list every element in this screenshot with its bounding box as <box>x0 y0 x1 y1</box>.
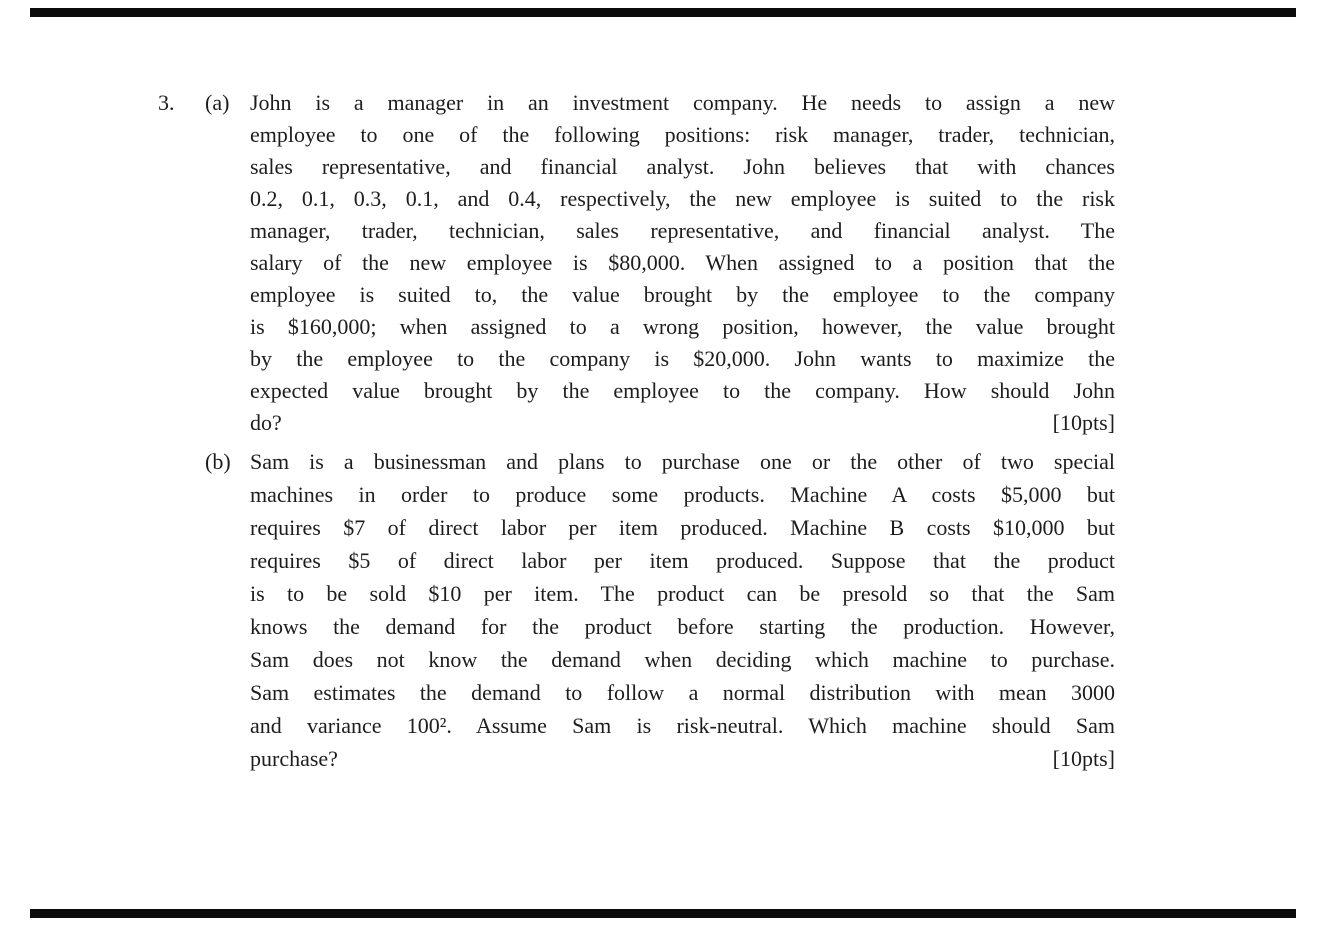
text-line: manager, trader, technician, sales representative, and financial analyst. The <box>250 218 1115 243</box>
part-a-last-line: do? <box>250 410 282 435</box>
problem-part-b <box>205 445 1115 775</box>
text-line: Sam estimates the demand to follow a normal distribution with mean 3000 <box>250 680 1115 705</box>
part-b-last-row <box>250 742 1115 775</box>
part-b-lines <box>250 445 1115 742</box>
problem-part-a <box>205 87 1115 439</box>
text-line: employee is suited to, the value brought by the employee to the company <box>250 282 1115 307</box>
text-line: knows the demand for the product before starting the production. However, <box>250 614 1115 639</box>
problem-body <box>205 87 1115 775</box>
part-b-points-badge: [10pts] <box>1052 746 1115 771</box>
text-line: machines in order to produce some products. Machine A costs $5,000 but <box>250 482 1115 507</box>
text-line: and variance 100². Assume Sam is risk-neutral. Which machine should Sam <box>250 713 1115 738</box>
part-b-last-line: purchase? <box>250 746 338 771</box>
text-line: expected value brought by the employee to the company. How should John <box>250 378 1115 403</box>
part-a-label: (a) <box>205 90 230 115</box>
part-a-last-row <box>250 407 1115 439</box>
text-line: is to be sold $10 per item. The product can be presold so that the Sam <box>250 581 1115 606</box>
scan-edge-top <box>30 8 1296 17</box>
problem-number: 3. <box>158 90 175 115</box>
text-line: by the employee to the company is $20,000. John wants to maximize the <box>250 346 1115 371</box>
text-line: is $160,000; when assigned to a wrong position, however, the value brought <box>250 314 1115 339</box>
part-b-text <box>250 445 1115 775</box>
text-line: 0.2, 0.1, 0.3, 0.1, and 0.4, respectively, the new employee is suited to the risk <box>250 186 1115 211</box>
text-line: sales representative, and financial analyst. John believes that with chances <box>250 154 1115 179</box>
part-a-text <box>250 87 1115 439</box>
part-b-label: (b) <box>205 449 231 474</box>
text-line: Sam is a businessman and plans to purchase one or the other of two special <box>250 449 1115 474</box>
text-line: requires $7 of direct labor per item produced. Machine B costs $10,000 but <box>250 515 1115 540</box>
text-line: salary of the new employee is $80,000. When assigned to a position that the <box>250 250 1115 275</box>
scan-edge-bottom <box>30 909 1296 918</box>
text-line: Sam does not know the demand when deciding which machine to purchase. <box>250 647 1115 672</box>
text-line: employee to one of the following positions: risk manager, trader, technician, <box>250 122 1115 147</box>
text-line: requires $5 of direct labor per item produced. Suppose that the product <box>250 548 1115 573</box>
part-a-lines <box>250 87 1115 407</box>
part-a-points-badge: [10pts] <box>1052 410 1115 435</box>
text-line: John is a manager in an investment company. He needs to assign a new <box>250 90 1115 115</box>
